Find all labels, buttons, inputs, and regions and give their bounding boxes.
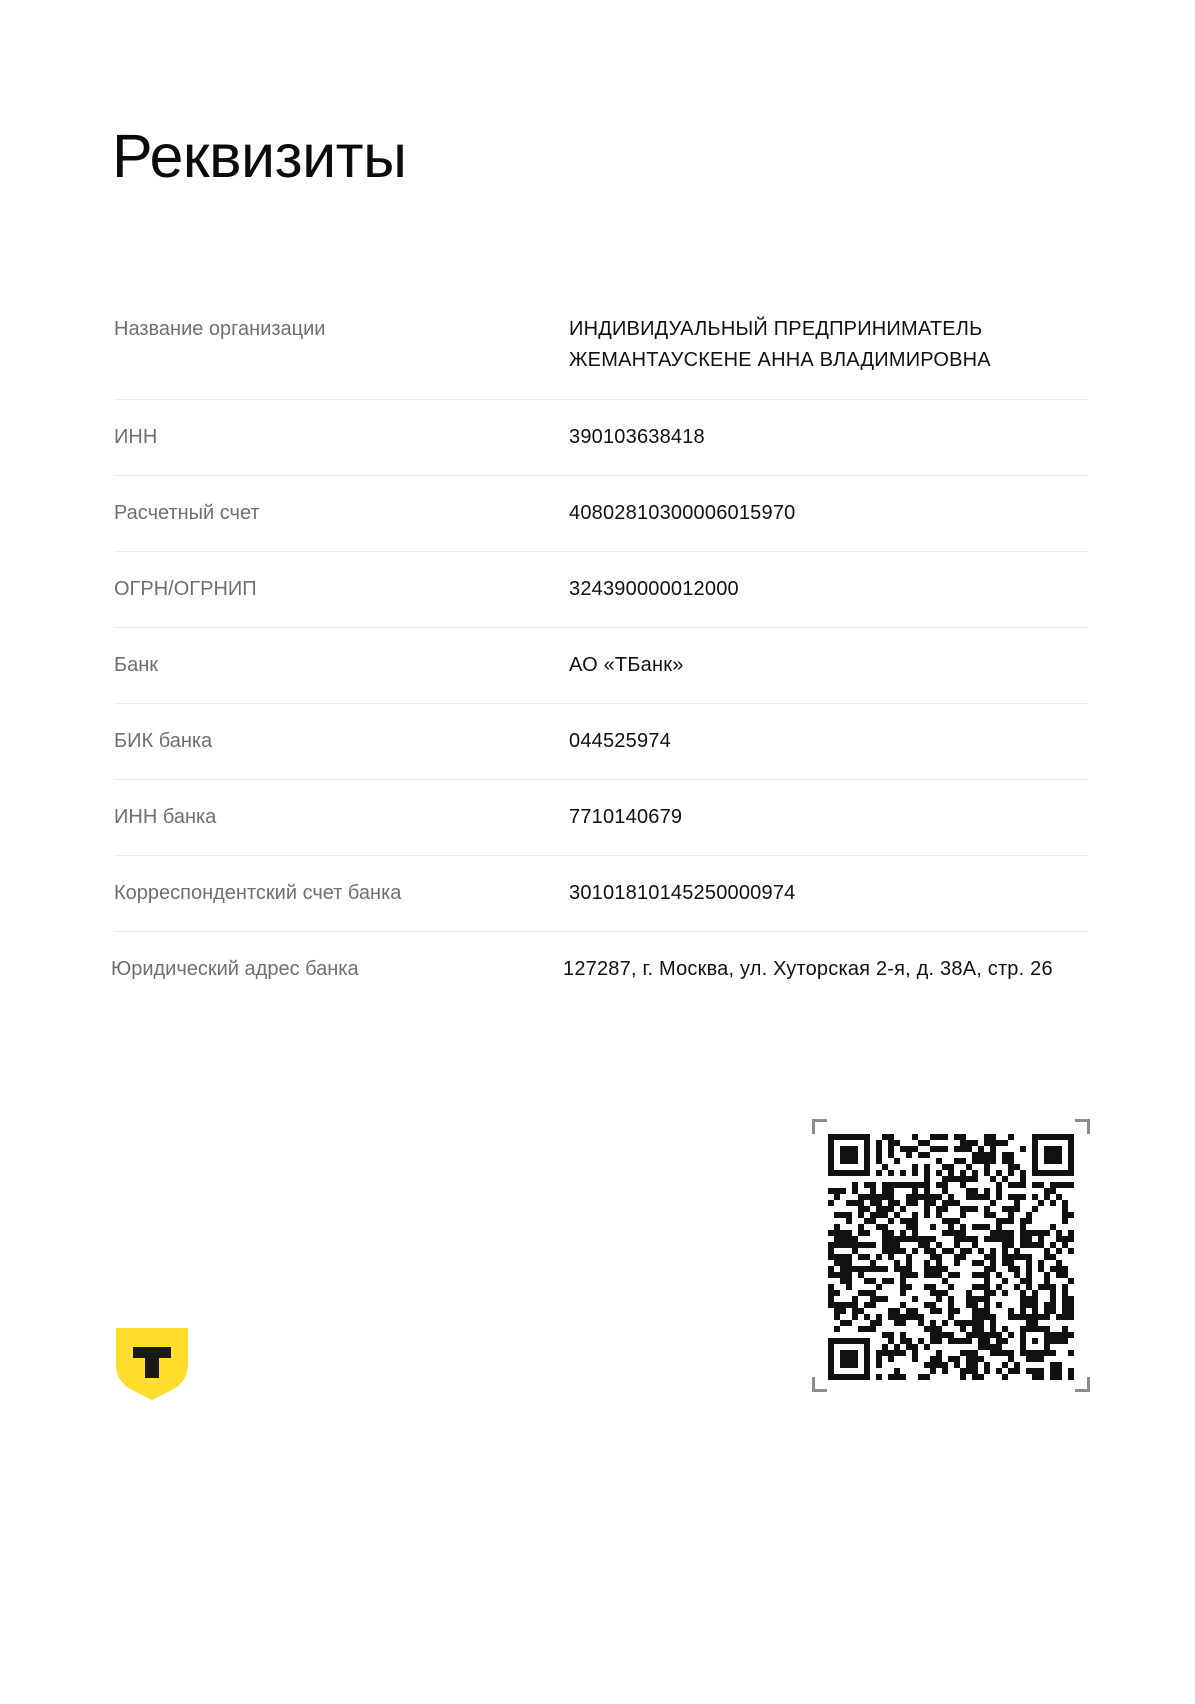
frame-corner — [812, 1119, 827, 1134]
row-label: Корреспондентский счет банка — [114, 882, 402, 904]
page-title: Реквизиты — [112, 122, 407, 190]
tbank-logo-icon — [116, 1328, 188, 1400]
frame-corner — [812, 1377, 827, 1392]
row-value: 127287, г. Москва, ул. Хуторская 2-я, д. 38А, стр. 26 — [563, 958, 1053, 980]
details-row-account — [114, 476, 1088, 552]
row-value: 40802810300006015970 — [569, 502, 796, 524]
frame-corner — [1075, 1377, 1090, 1392]
details-row-bank-inn — [114, 780, 1088, 856]
org-name-line-1: ИНДИВИДУАЛЬНЫЙ ПРЕДПРИНИМАТЕЛЬ — [569, 318, 983, 340]
details-row-bank — [114, 628, 1088, 704]
org-name-line-2: ЖЕМАНТАУСКЕНЕ АННА ВЛАДИМИРОВНА — [569, 349, 991, 371]
row-label: ИНН — [114, 426, 158, 448]
row-value: АО «ТБанк» — [569, 654, 684, 676]
row-value: 324390000012000 — [569, 578, 739, 600]
row-label: Юридический адрес банка — [111, 958, 359, 980]
row-label: Расчетный счет — [114, 502, 260, 524]
row-value: 390103638418 — [569, 426, 705, 448]
row-value: 044525974 — [569, 730, 671, 752]
row-label: ИНН банка — [114, 806, 217, 828]
row-label: Название организации — [114, 318, 326, 340]
qr-code-frame — [812, 1119, 1090, 1392]
details-row-ogrn — [114, 552, 1088, 628]
row-label: ОГРН/ОГРНИП — [114, 578, 257, 600]
frame-corner — [1075, 1119, 1090, 1134]
requisites-table — [111, 297, 1088, 1007]
details-row-bank-address — [111, 932, 1088, 1007]
row-value — [569, 314, 1088, 376]
row-value: 7710140679 — [569, 806, 683, 828]
qr-code-icon — [828, 1134, 1074, 1380]
row-label: Банк — [114, 654, 159, 676]
row-value: 30101810145250000974 — [569, 882, 796, 904]
details-row-corr-account — [114, 856, 1088, 932]
details-row-inn — [114, 400, 1088, 476]
details-row-organization — [114, 297, 1088, 400]
details-row-bik — [114, 704, 1088, 780]
row-label: БИК банка — [114, 730, 213, 752]
